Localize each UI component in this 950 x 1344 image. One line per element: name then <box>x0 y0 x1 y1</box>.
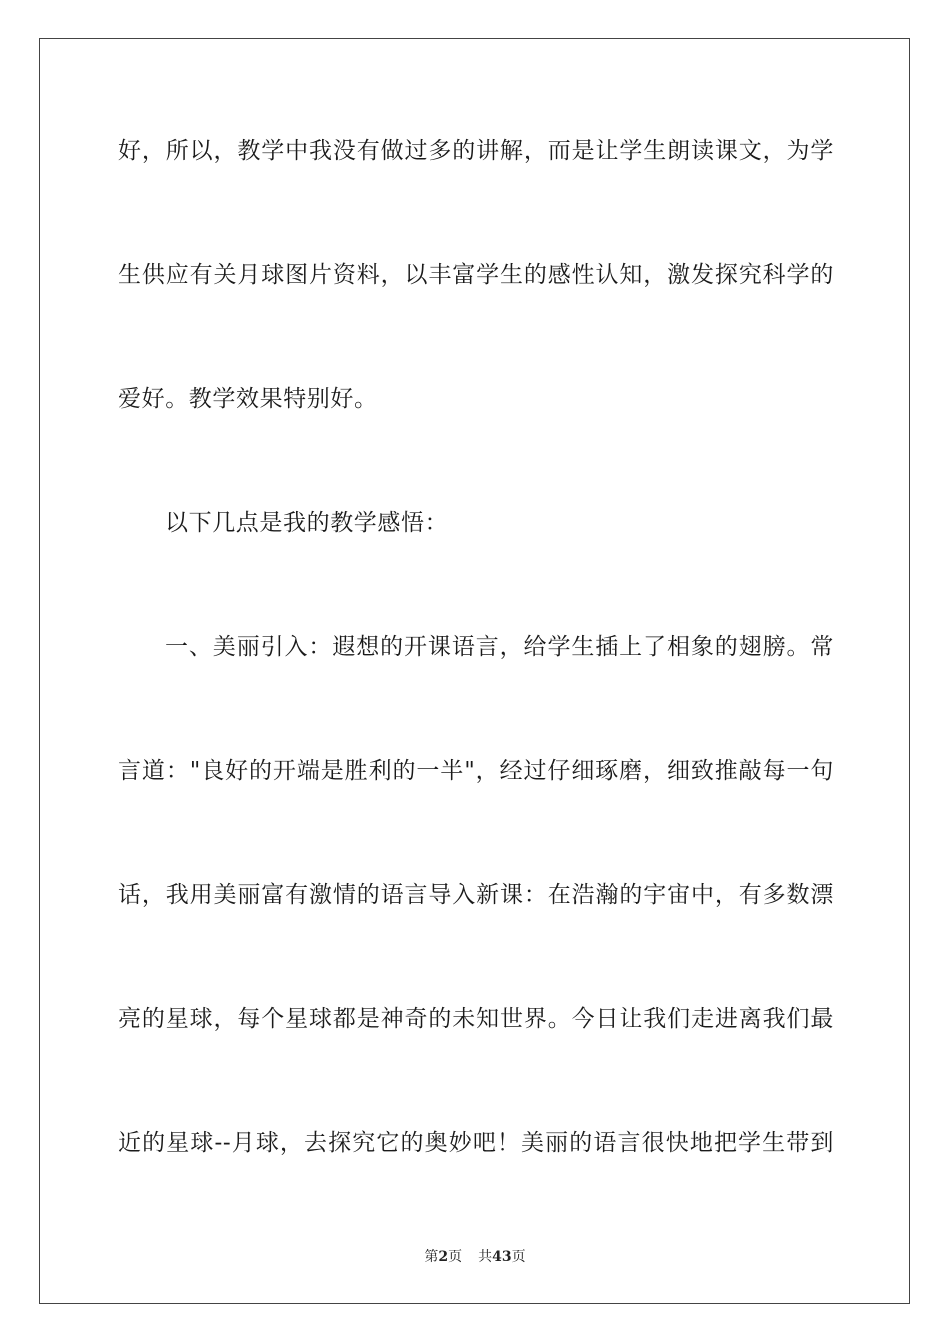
footer-total-prefix: 共 <box>478 1249 493 1265</box>
text-line: 话，我用美丽富有激情的语言导入新课：在浩瀚的宇宙中，有多数漂 <box>118 882 834 908</box>
footer-page-suffix: 页 <box>448 1249 463 1265</box>
footer-total-suffix: 页 <box>511 1249 526 1265</box>
text-line: 以下几点是我的教学感悟： <box>165 510 449 536</box>
footer-page-prefix: 第 <box>424 1249 439 1265</box>
page-footer <box>0 1248 950 1266</box>
footer-total-pages: 43 <box>492 1249 512 1265</box>
text-line: 言道："良好的开端是胜利的一半"，经过仔细琢磨，细致推敲每一句 <box>118 758 834 784</box>
page-border <box>39 38 910 1304</box>
text-line: 生供应有关月球图片资料，以丰富学生的感性认知，激发探究科学的 <box>118 262 834 288</box>
text-line: 爱好。教学效果特别好。 <box>118 386 378 412</box>
text-line: 好，所以，教学中我没有做过多的讲解，而是让学生朗读课文，为学 <box>118 138 834 164</box>
text-line: 近的星球--月球，去探究它的奥妙吧！美丽的语言很快地把学生带到 <box>118 1130 834 1156</box>
text-line: 亮的星球，每个星球都是神奇的未知世界。今日让我们走进离我们最 <box>118 1006 834 1032</box>
footer-page-number: 2 <box>438 1249 449 1265</box>
text-line: 一、美丽引入：遐想的开课语言，给学生插上了相象的翅膀。常 <box>165 634 834 660</box>
